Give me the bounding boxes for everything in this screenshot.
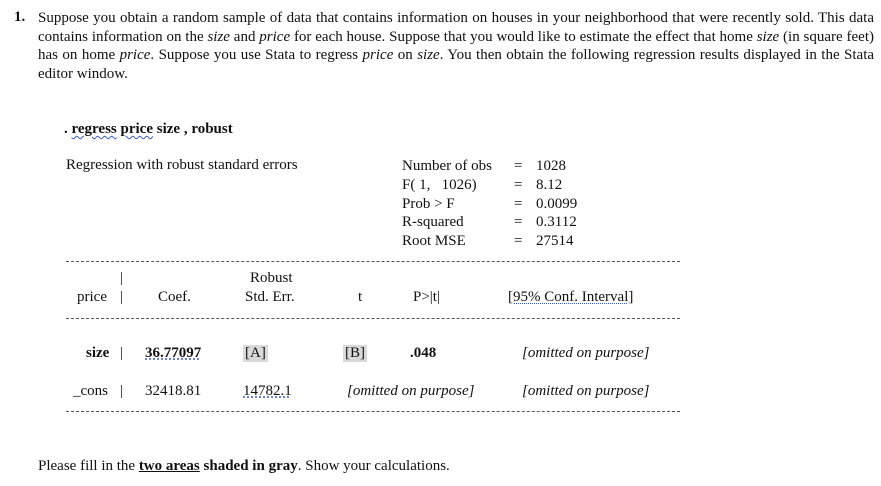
cons-t-omitted: [omitted on purpose] <box>347 383 475 399</box>
stat-row: F( 1, 1026) = 8.12 <box>402 176 563 193</box>
stat-row: Number of obs = 1028 <box>402 158 566 174</box>
header-price: price <box>77 289 107 305</box>
size-pvalue: .048 <box>410 345 437 361</box>
header-pipe: | <box>120 270 124 286</box>
header-pipe: | <box>120 289 124 305</box>
blank-b-tstat: [B] <box>345 345 365 361</box>
size-ci: [omitted on purpose] <box>522 345 650 361</box>
instructions: Please fill in the two areas shaded in gray. Show your calculations. <box>38 458 450 474</box>
row-pipe: | <box>120 345 124 361</box>
question-text: Suppose you obtain a random sample of data that contains information on houses in your neighborhood that were recently sold. This data contains information on the size and price for each house. Suppose that you would like to estimate the effect that home size (in square feet) has on home price. Suppose you use Stata to regress price on size. You then obtain the following regression results displayed in the Stata editor window. <box>38 10 875 82</box>
table-mid-divider <box>66 318 680 319</box>
price-term: price <box>259 28 291 45</box>
header-ci: [95% Conf. Interval] <box>508 289 634 305</box>
header-robust: Robust <box>250 270 293 286</box>
header-stderr: Std. Err. <box>245 289 295 305</box>
size-term: size <box>207 28 230 45</box>
header-coef: Coef. <box>158 289 191 305</box>
regression-stats <box>402 157 577 251</box>
header-pvalue: P>|t| <box>413 289 440 305</box>
question-number: 1. <box>14 9 26 25</box>
cons-coef: 32418.81 <box>145 383 202 399</box>
cons-ci: [omitted on purpose] <box>522 383 650 399</box>
stat-row: Root MSE = 27514 <box>402 233 574 250</box>
row-var-cons: _cons <box>73 383 108 399</box>
cons-stderr: 14782.1 <box>243 383 292 399</box>
table-bottom-divider <box>66 411 680 412</box>
regression-title: Regression with robust standard errors <box>66 157 298 173</box>
header-t: t <box>358 289 363 305</box>
stat-row: R-squared = 0.3112 <box>402 214 577 231</box>
size-coef: 36.77097 <box>145 345 202 361</box>
row-pipe: | <box>120 383 124 399</box>
stat-row: Prob > F = 0.0099 <box>402 195 578 212</box>
blank-a-stderr: [A] <box>245 345 266 361</box>
row-var-size: size <box>86 345 110 361</box>
stata-command: . regress price size , robust <box>64 121 233 137</box>
table-top-divider <box>66 261 680 262</box>
